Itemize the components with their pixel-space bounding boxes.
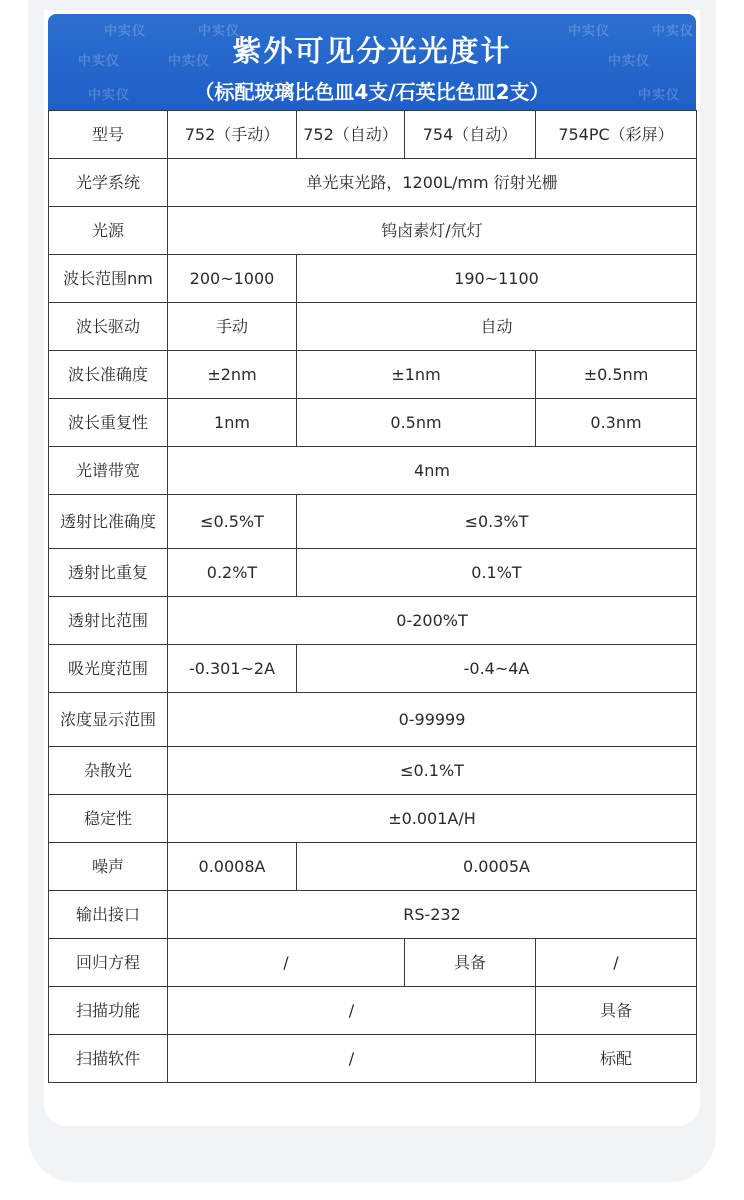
table-row: [49, 597, 697, 645]
cell-value: 自动: [297, 303, 697, 351]
table-row-model: [49, 111, 697, 159]
cell-value: ±2nm: [168, 351, 297, 399]
table-row: [49, 399, 697, 447]
cell-value: 0.0005A: [297, 843, 697, 891]
row-label: 扫描功能: [49, 987, 168, 1035]
row-label: 光谱带宽: [49, 447, 168, 495]
cell-value: 190~1100: [297, 255, 697, 303]
title-banner: [48, 14, 696, 110]
row-label: 回归方程: [49, 939, 168, 987]
cell-value: /: [168, 1035, 536, 1083]
table-row: [49, 447, 697, 495]
spec-table: [48, 110, 697, 1083]
cell-value: 0.1%T: [297, 549, 697, 597]
cell-value: ≤0.5%T: [168, 495, 297, 549]
table-row: [49, 495, 697, 549]
row-label: 透射比重复: [49, 549, 168, 597]
cell-value: ±1nm: [297, 351, 536, 399]
watermark-logo: 中实仪: [78, 54, 121, 69]
watermark-logo: 中实仪: [568, 24, 611, 39]
row-label: 波长范围nm: [49, 255, 168, 303]
row-label: 光学系统: [49, 159, 168, 207]
cell-value: 单光束光路，1200L/mm 衍射光栅: [168, 159, 697, 207]
watermark-logo: 中实仪: [638, 88, 681, 103]
cell-value: 具备: [536, 987, 697, 1035]
cell-value: 0.5nm: [297, 399, 536, 447]
cell-value: RS-232: [168, 891, 697, 939]
row-label: 吸光度范围: [49, 645, 168, 693]
cell-value: 0-200%T: [168, 597, 697, 645]
model-752-manual: 752（手动）: [168, 111, 297, 159]
cell-value: /: [168, 987, 536, 1035]
page-subtitle: （标配玻璃比色皿4支/石英比色皿2支）: [194, 80, 550, 104]
watermark-logo: 中实仪: [168, 54, 211, 69]
row-label: 波长准确度: [49, 351, 168, 399]
table-row: [49, 747, 697, 795]
table-row: [49, 1035, 697, 1083]
watermark-logo: 中实仪: [608, 54, 651, 69]
cell-value: 手动: [168, 303, 297, 351]
row-label: 浓度显示范围: [49, 693, 168, 747]
cell-value: /: [168, 939, 405, 987]
row-label: 型号: [49, 111, 168, 159]
cell-value: 0.0008A: [168, 843, 297, 891]
row-label: 光源: [49, 207, 168, 255]
cell-value: 0.3nm: [536, 399, 697, 447]
table-row: [49, 645, 697, 693]
table-row: [49, 891, 697, 939]
cell-value: 200~1000: [168, 255, 297, 303]
cell-value: ±0.5nm: [536, 351, 697, 399]
table-row: [49, 159, 697, 207]
row-label: 杂散光: [49, 747, 168, 795]
watermark-logo: 中实仪: [104, 24, 147, 39]
table-row: [49, 351, 697, 399]
table-row: [49, 693, 697, 747]
row-label: 透射比范围: [49, 597, 168, 645]
cell-value: 0-99999: [168, 693, 697, 747]
table-row: [49, 843, 697, 891]
cell-value: -0.301~2A: [168, 645, 297, 693]
table-row: [49, 255, 697, 303]
watermark-logo: 中实仪: [88, 88, 131, 103]
model-752-auto: 752（自动）: [297, 111, 405, 159]
model-754pc: 754PC（彩屏）: [536, 111, 697, 159]
table-row: [49, 987, 697, 1035]
cell-value: 具备: [405, 939, 536, 987]
row-label: 扫描软件: [49, 1035, 168, 1083]
row-label: 稳定性: [49, 795, 168, 843]
model-754-auto: 754（自动）: [405, 111, 536, 159]
row-label: 输出接口: [49, 891, 168, 939]
cell-value: 0.2%T: [168, 549, 297, 597]
table-row: [49, 207, 697, 255]
row-label: 波长驱动: [49, 303, 168, 351]
cell-value: ≤0.1%T: [168, 747, 697, 795]
table-row: [49, 303, 697, 351]
cell-value: 标配: [536, 1035, 697, 1083]
cell-value: /: [536, 939, 697, 987]
cell-value: 钨卤素灯/氘灯: [168, 207, 697, 255]
table-row: [49, 939, 697, 987]
cell-value: 1nm: [168, 399, 297, 447]
cell-value: ±0.001A/H: [168, 795, 697, 843]
watermark-logo: 中实仪: [652, 24, 695, 39]
watermark-logo: 中实仪: [198, 24, 241, 39]
cell-value: -0.4~4A: [297, 645, 697, 693]
table-row: [49, 795, 697, 843]
cell-value: 4nm: [168, 447, 697, 495]
row-label: 波长重复性: [49, 399, 168, 447]
cell-value: ≤0.3%T: [297, 495, 697, 549]
table-row: [49, 549, 697, 597]
row-label: 透射比准确度: [49, 495, 168, 549]
page-title: 紫外可见分光光度计: [232, 34, 512, 68]
row-label: 噪声: [49, 843, 168, 891]
